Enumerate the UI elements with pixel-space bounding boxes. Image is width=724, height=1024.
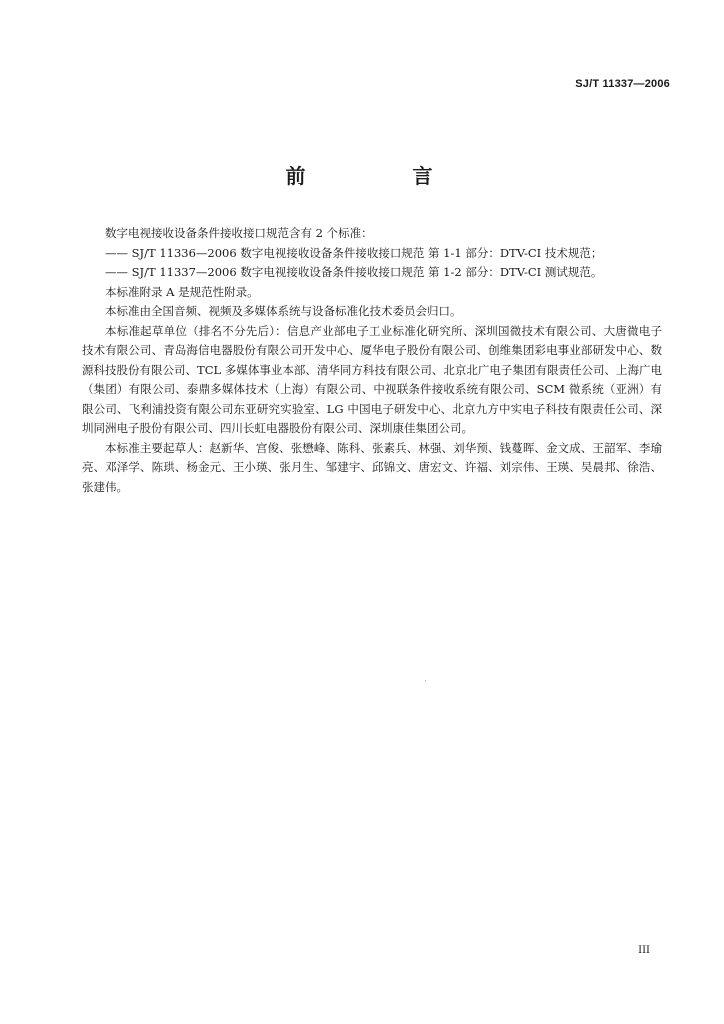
drafters-paragraph: 本标准主要起草人：赵新华、宫俊、张懋峰、陈科、张素兵、林强、刘华预、钱蔓晖、金文成、王韶军、李瑜亮、邓泽学、陈珙、杨金元、王小瑛、张月生、邹建宇、邱锦文、唐宏文、许福、刘宗伟、王瑛、吴晨邦、徐浩、张建伟。 (82, 440, 662, 494)
drafting-units-paragraph: 本标准起草单位（排名不分先后）：信息产业部电子工业标准化研究所、深圳国微技术有限公司、大唐微电子技术有限公司、青岛海信电器股份有限公司开发中心、厦华电子股份有限公司、创维集团彩电事业部研发中心、数源科技股份有限公司、TCL 多媒体事业本部、清华同方科技有限公司、北京北广电子集团有限责任公司、上海广电（集团）有限公司、泰鼎多媒体技术（上海）有限公司、中视联条件接收系统有限公司、SCM 微系统（亚洲）有限公司、飞利浦投资有限公司东亚研究实验室、LG 中国电子研发中心、北京九方中实电子科技有限责任公司、深圳同洲电子股份有限公司、四川长虹电器股份有限公司、深圳康佳集团公司。 (82, 323, 662, 435)
appendix-note: 本标准附录 A 是规范性附录。 (105, 284, 259, 299)
scan-speck (425, 680, 426, 681)
standard-list-item: —— SJ/T 11336—2006 数字电视接收设备条件接收接口规范 第 1-1 部分：DTV-CI 技术规范； (105, 245, 603, 260)
committee-note: 本标准由全国音频、视频及多媒体系统与设备标准化技术委员会归口。 (105, 304, 462, 318)
document-body (82, 224, 662, 497)
page-number: III (638, 945, 650, 956)
intro-paragraph: 数字电视接收设备条件接收接口规范含有 2 个标准： (105, 226, 373, 240)
document-code: SJ/T 11337—2006 (575, 78, 670, 90)
standard-list-item: —— SJ/T 11337—2006 数字电视接收设备条件接收接口规范 第 1-2 部分：DTV-CI 测试规范。 (105, 265, 603, 279)
section-title: 前 言 (285, 164, 483, 188)
